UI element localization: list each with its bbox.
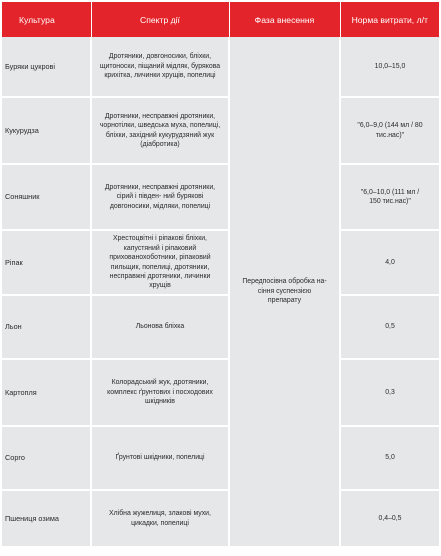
table-body: [2, 37, 439, 547]
norm-cell: "6,0–10,0 (111 мл / 150 тис.нас)": [340, 164, 439, 230]
crop-cell: Кукурудза: [2, 97, 91, 164]
norm-cell: 5,0: [340, 426, 439, 490]
table-header: [2, 2, 439, 37]
spectrum-cell: Льонова бліхка: [91, 295, 229, 359]
header-row: [2, 2, 439, 37]
crop-cell: Буряки цукрові: [2, 37, 91, 97]
norm-cell: 0,5: [340, 295, 439, 359]
spectrum-cell: Дротяники, довгоносики, бліхки, щитоноски, піщаний мідляк, бурякова крихітка, личинки хрущів, попелиці: [91, 37, 229, 97]
table-row: [2, 164, 439, 230]
norm-cell: 0,4–0,5: [340, 490, 439, 547]
norm-cell: 4,0: [340, 230, 439, 295]
crop-cell: Соняшник: [2, 164, 91, 230]
crop-cell: Ріпак: [2, 230, 91, 295]
spectrum-cell: Ґрунтові шкідники, попелиці: [91, 426, 229, 490]
treatment-rates-table: [2, 2, 439, 548]
spectrum-cell: Хрестоцвітні і ріпакові бліхки, капустяний і ріпаковий прихованохоботники, ріпаковий пильщик, попелиці, дротяники, несправжні дротяники, личинки хрущів: [91, 230, 229, 295]
table-row: [2, 490, 439, 547]
table-row: [2, 426, 439, 490]
norm-cell: "6,0–9,0 (144 мл / 80 тис.нас)": [340, 97, 439, 164]
crop-cell: Картопля: [2, 359, 91, 426]
table-row: [2, 359, 439, 426]
header-spectrum: Спектр дії: [91, 2, 229, 37]
header-phase: Фаза внесення: [229, 2, 340, 37]
table-row: [2, 97, 439, 164]
table-row: [2, 37, 439, 97]
crop-cell: Льон: [2, 295, 91, 359]
table-row: [2, 230, 439, 295]
application-phase-cell: Передпосівна обробка на- сіння суспензією препарату: [229, 37, 340, 547]
norm-cell: 0,3: [340, 359, 439, 426]
crop-cell: Сорго: [2, 426, 91, 490]
spectrum-cell: Дротяники, несправжні дротяники, чорнотілки, шведська муха, попелиці, бліхки, західний кукурудзяний жук (діабротика): [91, 97, 229, 164]
crop-cell: Пшениця озима: [2, 490, 91, 547]
norm-cell: 10,0–15,0: [340, 37, 439, 97]
header-norm: Норма витрати, л/т: [340, 2, 439, 37]
spectrum-cell: Хлібна жужелиця, злакові мухи, цикадки, попелиці: [91, 490, 229, 547]
header-crop: Культура: [2, 2, 91, 37]
spectrum-cell: Колорадський жук, дротяники, комплекс ґрунтових і посходових шкідників: [91, 359, 229, 426]
table-row: [2, 295, 439, 359]
spectrum-cell: Дротяники, несправжні дротяники, сірий і півден- ний бурякові довгоносики, мідляки, попелиці: [91, 164, 229, 230]
